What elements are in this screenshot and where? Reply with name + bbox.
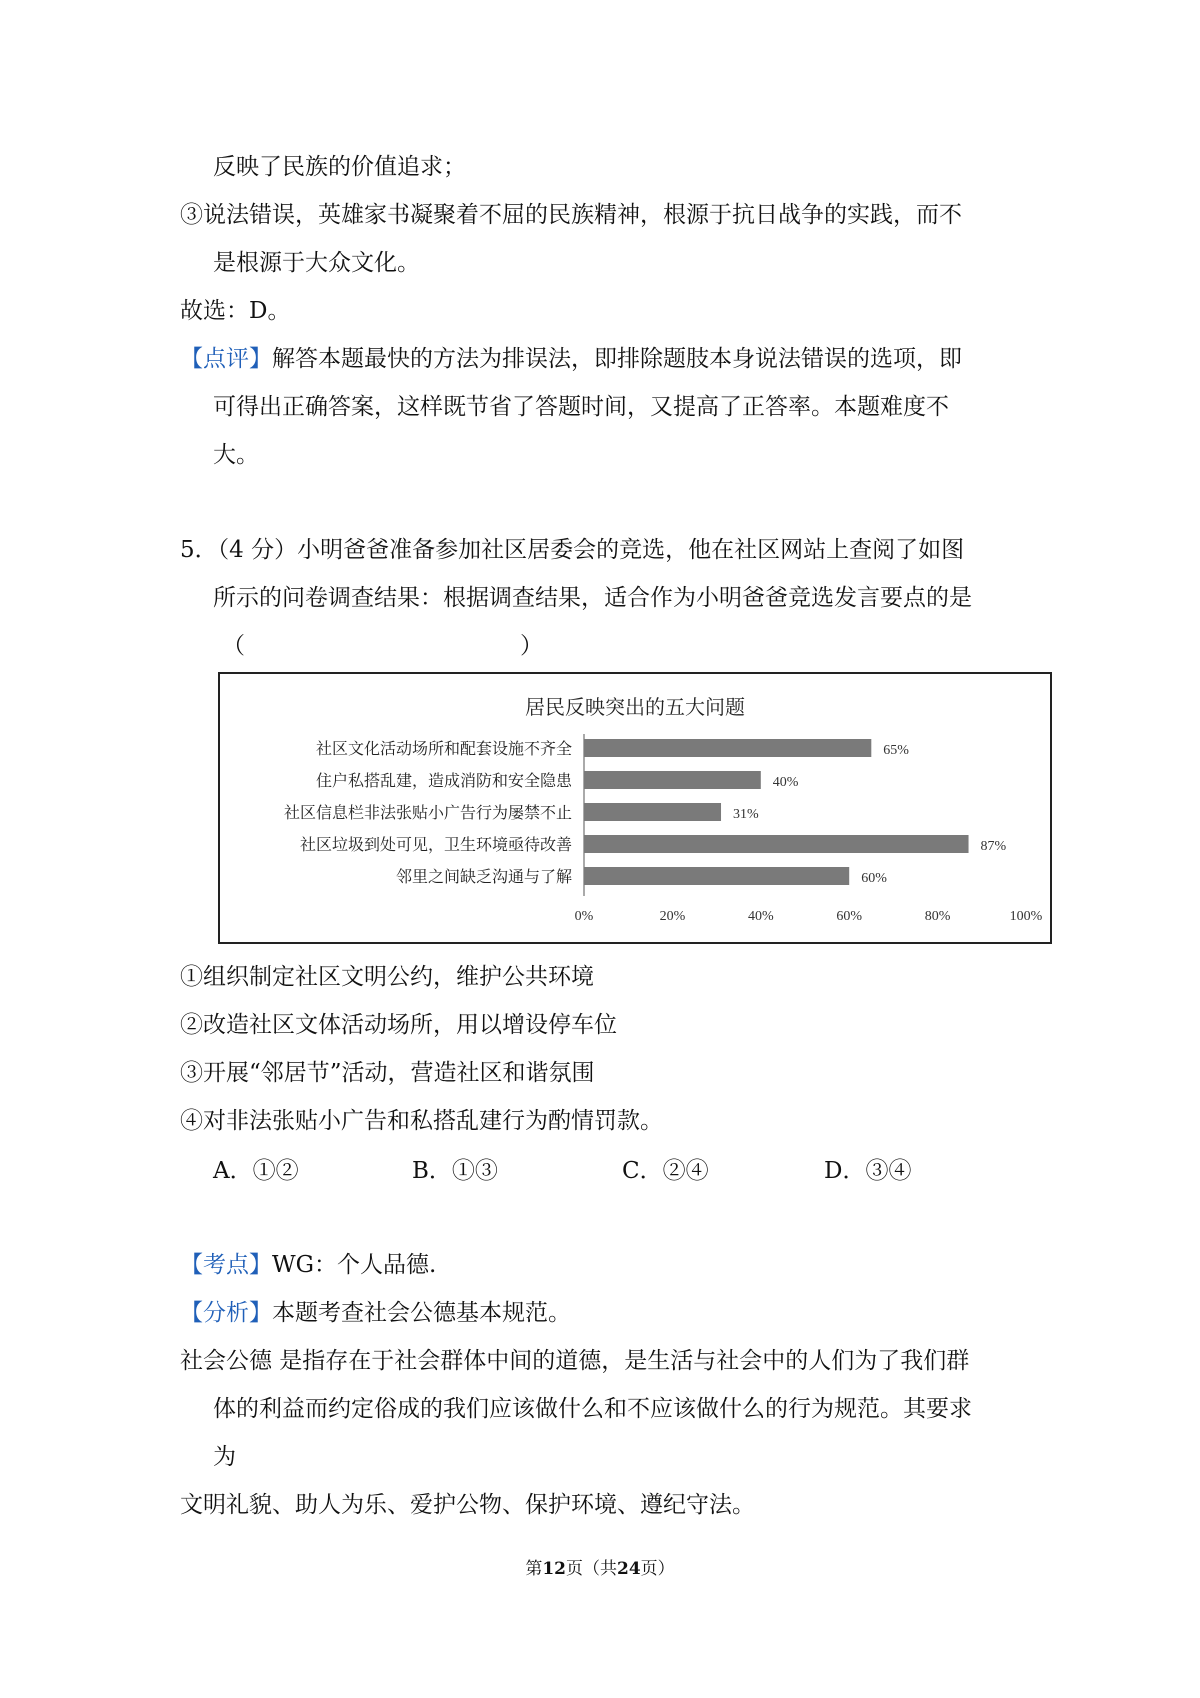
question-stem: 所示的问卷调查结果：根据调查结果，适合作为小明爸爸竞选发言要点的是 <box>213 585 972 611</box>
bar-value-label: 60% <box>861 871 887 886</box>
analysis-text: 社会公德 是指存在于社会群体中间的道德，是生活与社会中的人们为了我们群 <box>180 1348 970 1374</box>
bar <box>584 771 761 789</box>
footer-prefix: 第 <box>525 1559 543 1579</box>
review-text: 解答本题最快的方法为排误法，即排除题肢本身说法错误的选项，即 <box>272 346 962 372</box>
x-tick-label: 20% <box>659 909 686 924</box>
statement: ④对非法张贴小广告和私搭乱建行为酌情罚款。 <box>180 1108 663 1134</box>
answer-line: 故选：D。 <box>180 298 291 324</box>
x-tick-label: 40% <box>747 909 774 924</box>
bar-chart <box>218 672 1052 944</box>
text-line: 是根源于大众文化。 <box>213 250 420 276</box>
option-d: D．③④ <box>824 1158 912 1184</box>
bar-value-label: 87% <box>980 839 1007 854</box>
page-total: 24 <box>617 1559 641 1579</box>
question-stem: 5．（4 分）小明爸爸准备参加社区居委会的竞选，他在社区网站上查阅了如图 <box>180 537 965 563</box>
statement: ①组织制定社区文明公约，维护公共环境 <box>180 964 594 990</box>
kaodian-tag: 【考点】 <box>180 1252 272 1278</box>
x-tick-label: 60% <box>836 909 863 924</box>
bar <box>584 803 721 821</box>
fenxi-line <box>180 1298 571 1328</box>
review-line: 大。 <box>213 442 259 468</box>
x-tick-label: 100% <box>1009 909 1043 924</box>
bar-value-label: 65% <box>883 743 909 758</box>
category-label: 社区垃圾到处可见，卫生环境亟待改善 <box>299 837 572 854</box>
answer-paren-open: （ <box>222 633 245 659</box>
bar-value-label: 40% <box>772 775 799 790</box>
footer-middle: 页（共 <box>566 1559 617 1579</box>
page-footer <box>0 1557 1200 1581</box>
review-tag: 【点评】 <box>180 346 272 372</box>
option-a: A．①② <box>213 1158 299 1184</box>
answer-paren-close: ） <box>520 633 543 659</box>
x-tick-label: 80% <box>924 909 951 924</box>
bar <box>584 835 969 853</box>
kaodian-line <box>180 1250 436 1280</box>
analysis-text: 文明礼貌、助人为乐、爱护公物、保护环境、遵纪守法。 <box>180 1492 755 1518</box>
statement: ③开展“邻居节”活动，营造社区和谐氛围 <box>180 1060 595 1086</box>
option-b: B．①③ <box>412 1158 498 1184</box>
bar <box>584 739 871 757</box>
fenxi-text: 本题考查社会公德基本规范。 <box>272 1300 571 1326</box>
review-line <box>180 344 962 374</box>
footer-suffix: 页） <box>640 1559 675 1579</box>
analysis-text: 为 <box>213 1444 236 1470</box>
category-label: 社区文化活动场所和配套设施不齐全 <box>315 741 572 758</box>
category-label: 邻里之间缺乏沟通与了解 <box>395 869 572 886</box>
x-tick-label: 0% <box>574 909 594 924</box>
statement: ②改造社区文体活动场所，用以增设停车位 <box>180 1012 617 1038</box>
category-label: 社区信息栏非法张贴小广告行为屡禁不止 <box>283 805 572 822</box>
text-line: ③说法错误，英雄家书凝聚着不屈的民族精神，根源于抗日战争的实践，而不 <box>180 202 962 228</box>
review-line: 可得出正确答案，这样既节省了答题时间，又提高了正答率。本题难度不 <box>213 394 949 420</box>
bar-value-label: 31% <box>733 807 759 822</box>
kaodian-text: WG：个人品德. <box>272 1252 437 1278</box>
category-label: 住户私搭乱建，造成消防和安全隐患 <box>315 773 572 790</box>
option-c: C．②④ <box>622 1158 709 1184</box>
chart-svg <box>220 674 1050 942</box>
text-line: 反映了民族的价值追求； <box>213 154 466 180</box>
bar <box>584 867 849 885</box>
page-number: 12 <box>542 1559 566 1579</box>
analysis-text: 体的利益而约定俗成的我们应该做什么和不应该做什么的行为规范。其要求 <box>213 1396 972 1422</box>
chart-title: 居民反映突出的五大问题 <box>525 697 745 719</box>
fenxi-tag: 【分析】 <box>180 1300 272 1326</box>
